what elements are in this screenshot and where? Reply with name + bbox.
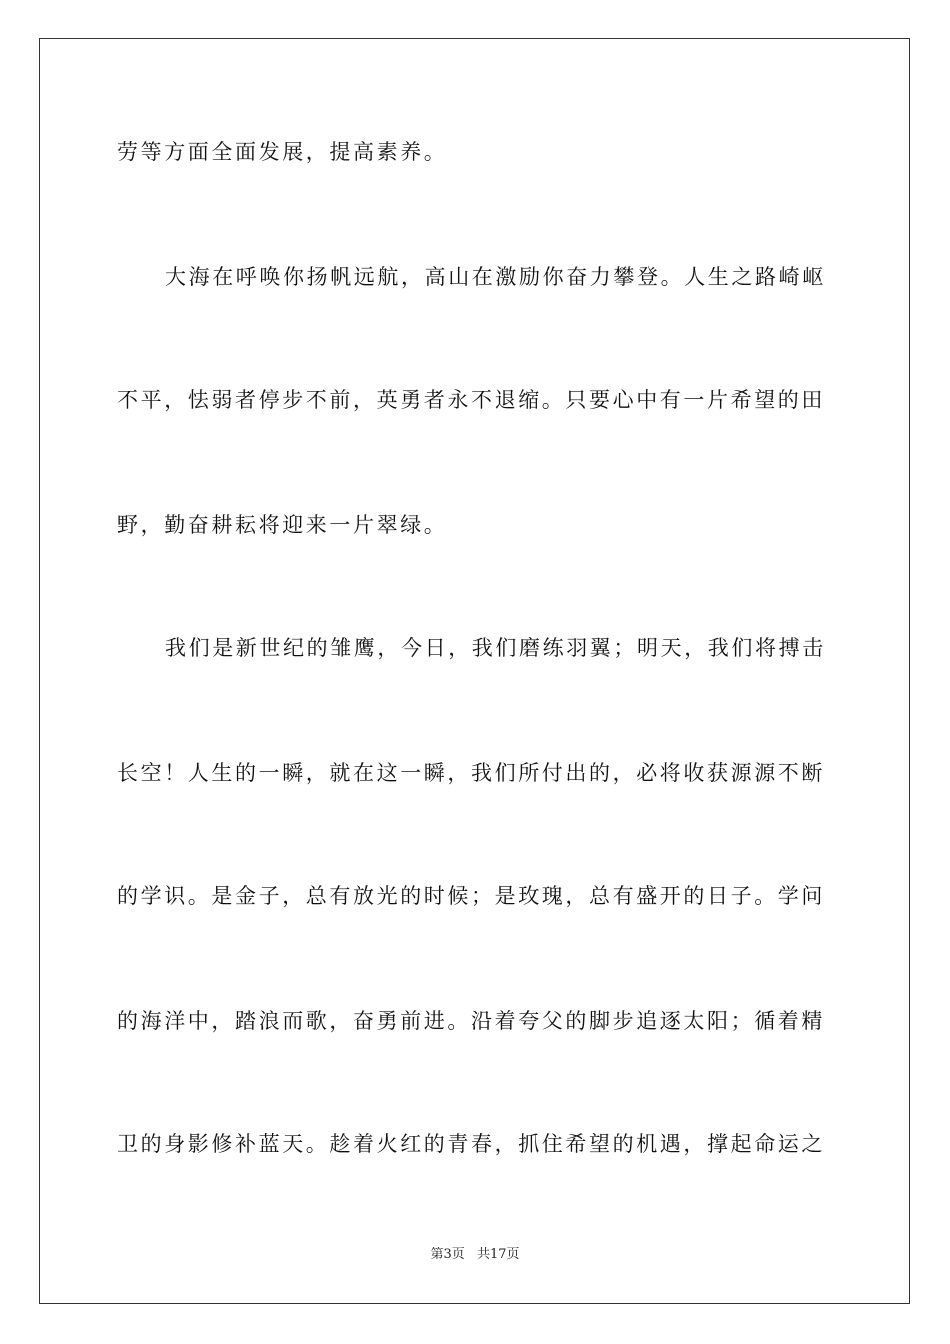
text-line: 不平，怯弱者停步不前，英勇者永不退缩。只要心中有一片希望的田: [117, 388, 825, 412]
page-number-total: 共17页: [476, 1247, 520, 1262]
text-line: 野，勤奋耕耘将迎来一片翠绿。: [117, 513, 448, 537]
text-line: 长空！人生的一瞬，就在这一瞬，我们所付出的，必将收获源源不断: [117, 761, 825, 785]
page-number-current: 第3页: [430, 1247, 465, 1262]
page-footer: [0, 1246, 950, 1264]
text-line: 的学识。是金子，总有放光的时候；是玫瑰，总有盛开的日子。学问: [117, 884, 825, 908]
text-line: 大海在呼唤你扬帆远航，高山在激励你奋力攀登。人生之路崎岖: [165, 265, 826, 289]
page-border: [39, 38, 910, 1304]
text-line: 的海洋中，踏浪而歌，奋勇前进。沿着夸父的脚步追逐太阳；循着精: [117, 1009, 825, 1033]
text-line: 我们是新世纪的雏鹰，今日，我们磨练羽翼；明天，我们将搏击: [165, 636, 826, 660]
text-line: 卫的身影修补蓝天。趁着火红的青春，抓住希望的机遇，撑起命运之: [117, 1132, 825, 1156]
text-line: 劳等方面全面发展，提高素养。: [117, 140, 448, 164]
